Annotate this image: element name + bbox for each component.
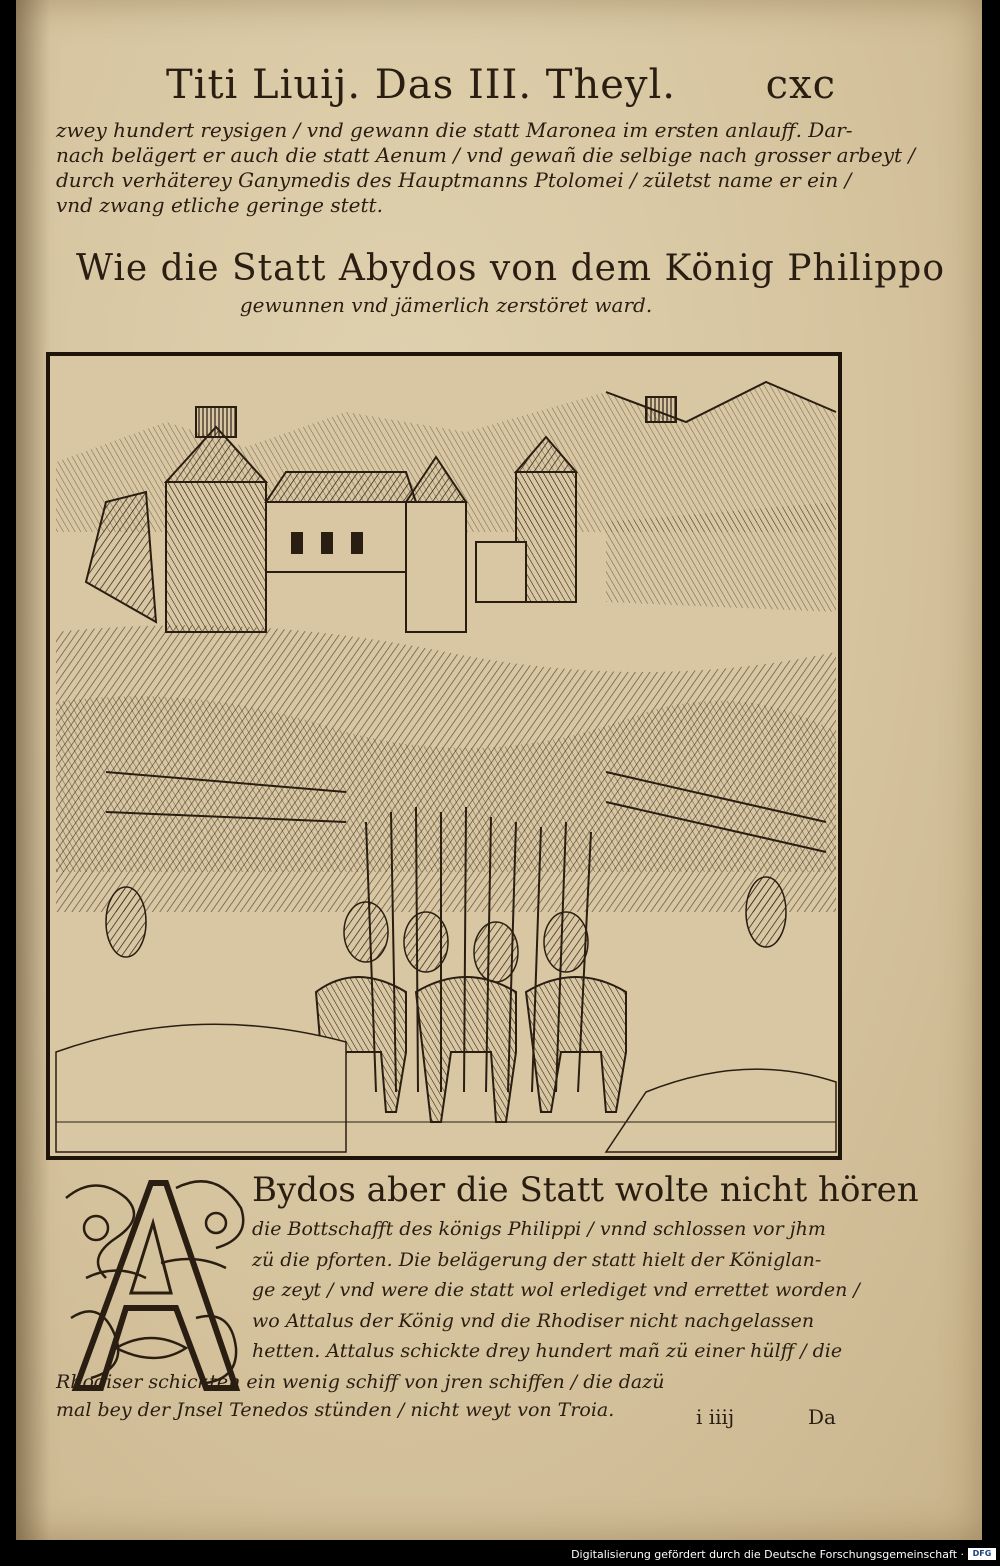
running-head [166,62,836,112]
text-line: ge zeyt / vnd were die statt wol erlediget vnd errettet worden / [252,1279,860,1301]
body-first-line: Bydos aber die Statt wolte nicht hören [252,1170,919,1210]
woodcut-illustration [46,352,842,1160]
footer-credit: Digitalisierung gefördert durch die Deutsche Forschungsgemeinschaft · [571,1548,964,1561]
catchword: Da [808,1405,836,1429]
page-gutter-shadow [16,0,50,1540]
dfg-logo: DFG [968,1548,996,1560]
intro-paragraph [56,118,916,218]
book-page [16,0,982,1540]
chapter-heading-line1: Wie die Statt Abydos von dem König Philippo [76,248,945,289]
text-line: vnd zwang etliche geringe stett. [56,193,383,217]
text-line: die Bottschafft des königs Philippi / vnnd schlossen vor jhm [252,1218,826,1240]
siege-scene-icon [46,352,842,1160]
running-head-title: Titi Liuij. Das III. Theyl. [166,62,677,108]
text-line: wo Attalus der König vnd die Rhodiser nicht nachgelassen [252,1309,815,1332]
signature-mark: i iiij [696,1405,735,1429]
text-line: zwey hundert reysigen / vnd gewann die statt Maronea im ersten anlauff. Dar- [56,118,853,142]
chapter-heading-line2: gewunnen vnd jämerlich zerstöret ward. [239,293,653,317]
body-full-lines [56,1368,665,1424]
chapter-heading [76,248,945,317]
text-line: hetten. Attalus schickte drey hundert mañ zü einer hülff / die [252,1340,843,1362]
digitization-footer [0,1544,1000,1566]
body-indented-lines [252,1214,860,1367]
folio-number: cxc [765,62,836,108]
text-line: Rhodiser schickten ein wenig schiff von jren schiffen / die dazü [56,1371,665,1393]
text-line: nach belägert er auch die statt Aenum / vnd gewañ die selbige nach grosser arbeyt / [56,143,916,167]
text-line: durch verhäterey Ganymedis des Hauptmanns Ptolomei / zületst name er ein / [56,168,852,192]
text-line: zü die pforten. Die belägerung der statt hielt der Königlan- [252,1248,822,1271]
text-line: mal bey der Jnsel Tenedos stünden / nicht weyt von Troia. [56,1399,615,1421]
